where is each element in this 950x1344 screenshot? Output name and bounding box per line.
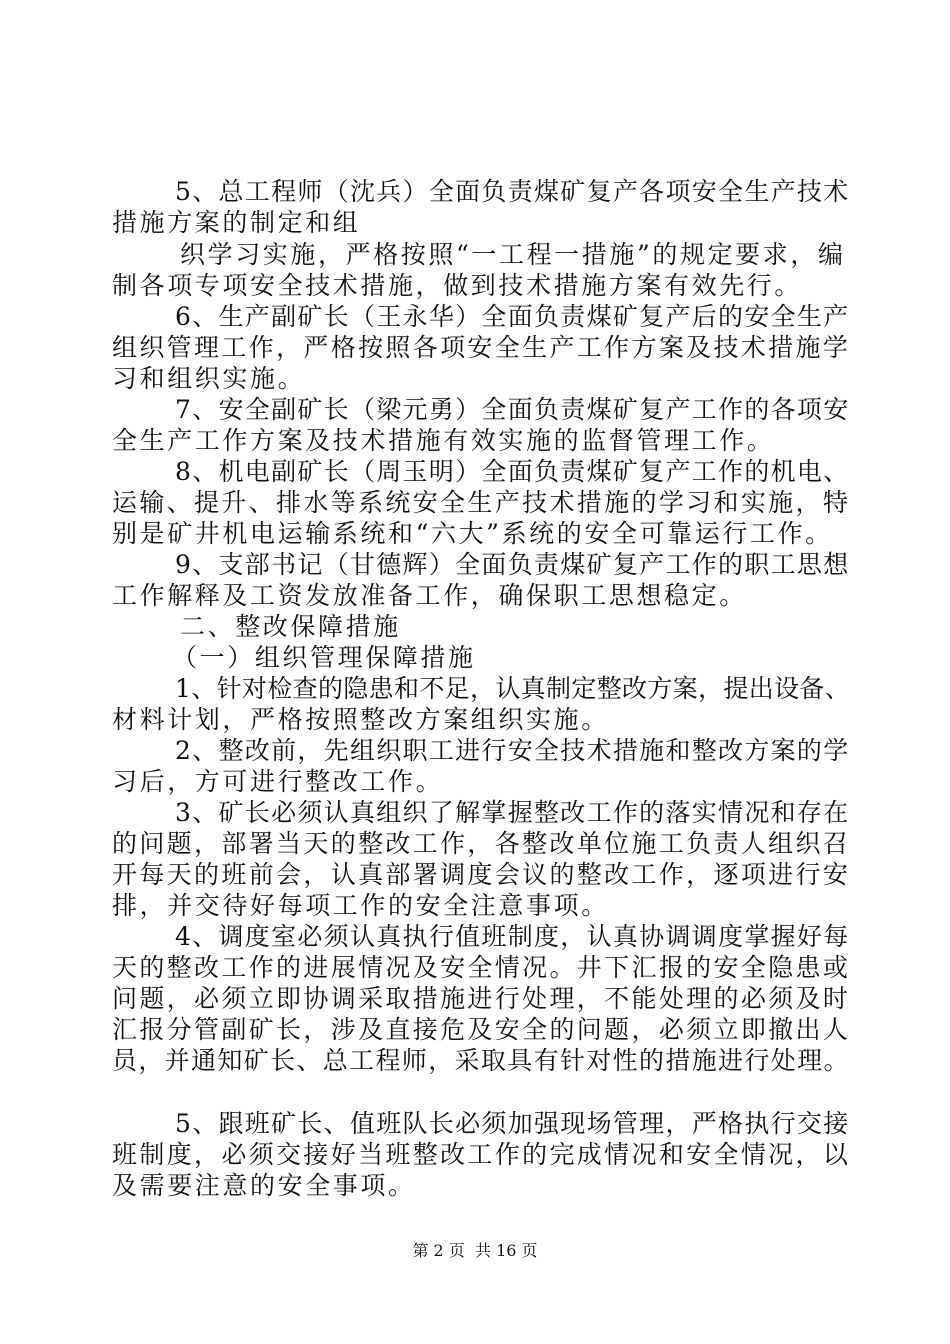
paragraph-line: 2、整改前，先组织职工进行安全技术措施和整改方案的学 bbox=[175, 736, 850, 765]
paragraph-line: 8、机电副矿长（周玉明）全面负责煤矿复产工作的机电、 bbox=[175, 457, 850, 486]
paragraph-line: 问题，必须立即协调采取措施进行处理，不能处理的必须及时 bbox=[112, 984, 851, 1013]
paragraph-line: 的问题，部署当天的整改工作，各整改单位施工负责人组织召 bbox=[112, 829, 851, 858]
paragraph-line: 组织管理工作，严格按照各项安全生产工作方案及技术措施学 bbox=[112, 333, 851, 362]
page-number-footer: 第 2 页 共 16 页 bbox=[412, 1241, 538, 1260]
paragraph-line: 开每天的班前会，认真部署调度会议的整改工作，逐项进行安 bbox=[112, 860, 851, 889]
paragraph-line: 9、支部书记（甘德辉）全面负责煤矿复产工作的职工思想 bbox=[175, 550, 850, 579]
paragraph-line: 习后，方可进行整改工作。 bbox=[112, 767, 444, 796]
paragraph-line: 别是矿井机电运输系统和“六大”系统的安全可靠运行工作。 bbox=[112, 519, 833, 548]
paragraph-line: 班制度，必须交接好当班整改工作的完成情况和安全情况，以 bbox=[112, 1140, 851, 1169]
paragraph-line: 织学习实施，严格按照“一工程一措施”的规定要求，编 bbox=[180, 240, 846, 269]
paragraph-line: 员，并通知矿长、总工程师，采取具有针对性的措施进行处理。 bbox=[112, 1046, 850, 1075]
paragraph-line: 汇报分管副矿长，涉及直接危及安全的问题，必须立即撤出人 bbox=[112, 1015, 851, 1044]
paragraph-line: 6、生产副矿长（王永华）全面负责煤矿复产后的安全生产 bbox=[175, 302, 850, 331]
paragraph-line: 5、总工程师（沈兵）全面负责煤矿复产各项安全生产技术 bbox=[175, 177, 850, 206]
paragraph-line: 工作解释及工资发放准备工作，确保职工思想稳定。 bbox=[112, 581, 747, 610]
paragraph-line: 5、跟班矿长、值班队长必须加强现场管理，严格执行交接 bbox=[175, 1109, 850, 1138]
paragraph-line: 材料计划，严格按照整改方案组织实施。 bbox=[112, 705, 609, 734]
paragraph-line: 习和组织实施。 bbox=[112, 364, 306, 393]
paragraph-line: 及需要注意的安全事项。 bbox=[112, 1171, 416, 1200]
paragraph-line: 制各项专项安全技术措施，做到技术措施方案有效先行。 bbox=[112, 271, 803, 300]
paragraph-line: 7、安全副矿长（梁元勇）全面负责煤矿复产工作的各项安 bbox=[175, 395, 850, 424]
paragraph-line: 1、针对检查的隐患和不足，认真制定整改方案，提出设备、 bbox=[175, 674, 851, 703]
paragraph-line: 天的整改工作的进展情况及安全情况。井下汇报的安全隐患或 bbox=[112, 953, 851, 982]
paragraph-line: 全生产工作方案及技术措施有效实施的监督管理工作。 bbox=[112, 426, 775, 455]
paragraph-line: 措施方案的制定和组 bbox=[112, 208, 361, 237]
paragraph-line: 运输、提升、排水等系统安全生产技术措施的学习和实施，特 bbox=[112, 488, 851, 517]
paragraph-line: 3、矿长必须认真组织了解掌握整改工作的落实情况和存在 bbox=[175, 798, 850, 827]
paragraph-line: 4、调度室必须认真执行值班制度，认真协调调度掌握好每 bbox=[175, 922, 850, 951]
paragraph-line: 排，并交待好每项工作的安全注意事项。 bbox=[112, 891, 609, 920]
section-heading: 二、整改保障措施 bbox=[180, 612, 401, 641]
subsection-heading: （一）组织管理保障措施 bbox=[172, 643, 476, 672]
